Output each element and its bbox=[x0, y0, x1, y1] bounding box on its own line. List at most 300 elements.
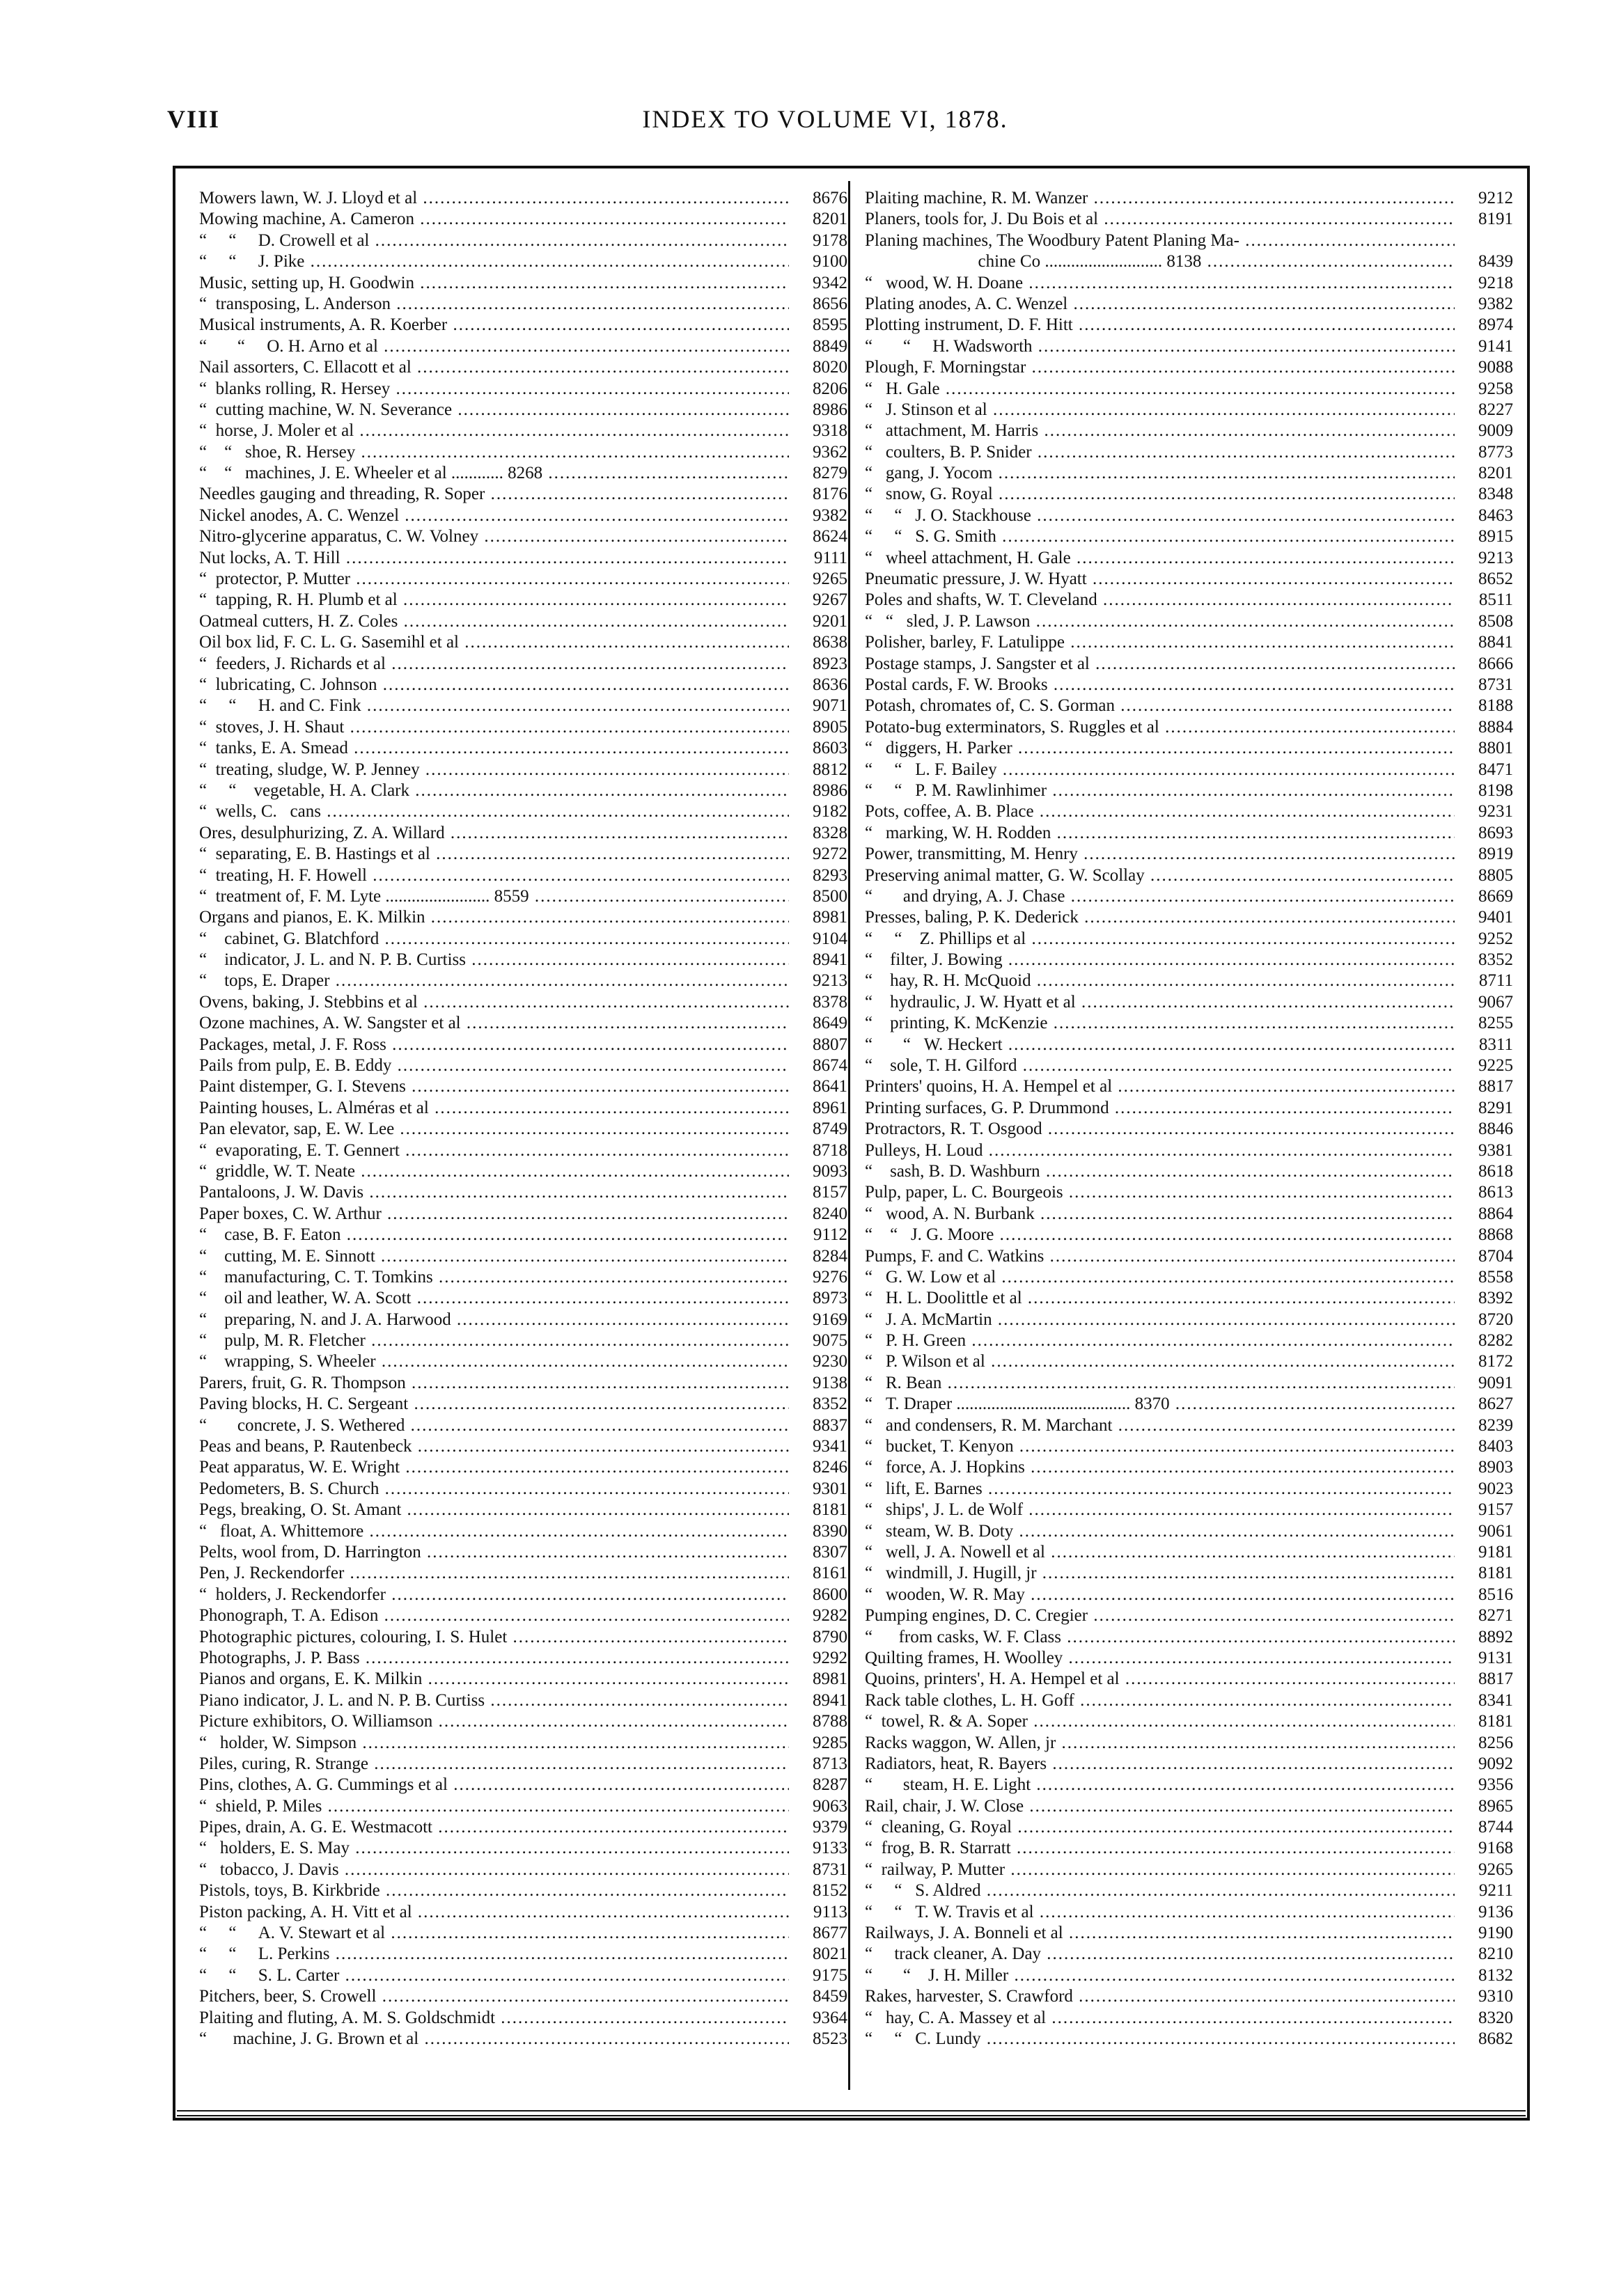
entry-number: 8201 bbox=[789, 209, 847, 230]
index-entry bbox=[865, 1944, 1513, 1965]
entry-text: “ holders, J. Reckendorfer ..... bbox=[199, 1585, 789, 1605]
entry-text: Racks waggon, W. Allen, jr ..... bbox=[865, 1733, 1455, 1754]
index-entry bbox=[199, 1796, 847, 1817]
entry-text: Presses, baling, P. K. Dederick ..... bbox=[865, 907, 1455, 928]
entry-number: 8892 bbox=[1455, 1627, 1513, 1648]
entry-text: “ J. Stinson et al ..... bbox=[865, 400, 1455, 420]
index-entry bbox=[199, 209, 847, 230]
entry-number: 9231 bbox=[1455, 801, 1513, 822]
entry-number: 8817 bbox=[1455, 1076, 1513, 1097]
index-entry bbox=[199, 1076, 847, 1097]
index-entry bbox=[865, 209, 1513, 230]
entry-text: “ cutting, M. E. Sinnott ..... bbox=[199, 1246, 789, 1267]
entry-text: “ case, B. F. Eaton ..... bbox=[199, 1225, 789, 1245]
entry-number: 9265 bbox=[1455, 1859, 1513, 1880]
entry-text: Pedometers, B. S. Church ..... bbox=[199, 1479, 789, 1500]
entry-text: Oatmeal cutters, H. Z. Coles ..... bbox=[199, 611, 789, 632]
entry-number: 8256 bbox=[1455, 1733, 1513, 1754]
entry-text: Pins, clothes, A. G. Cummings et al ..... bbox=[199, 1775, 789, 1795]
entry-number: 8284 bbox=[789, 1246, 847, 1267]
entry-text: Quilting frames, H. Woolley ..... bbox=[865, 1648, 1455, 1669]
index-entry bbox=[865, 1013, 1513, 1034]
index-entry bbox=[865, 1182, 1513, 1203]
entry-text: “ “ J. O. Stackhouse ..... bbox=[865, 505, 1455, 526]
entry-text: “ preparing, N. and J. A. Harwood ..... bbox=[199, 1310, 789, 1330]
entry-text: “ printing, K. McKenzie ..... bbox=[865, 1013, 1455, 1034]
entry-text: Oil box lid, F. C. L. G. Sasemihl et al ..... bbox=[199, 632, 789, 653]
index-entry bbox=[199, 2029, 847, 2050]
index-entry bbox=[199, 801, 847, 822]
index-entry bbox=[865, 1436, 1513, 1457]
index-entry bbox=[865, 1204, 1513, 1225]
entry-number: 9213 bbox=[1455, 548, 1513, 569]
index-entry bbox=[865, 1479, 1513, 1500]
entry-number: 9258 bbox=[1455, 379, 1513, 400]
index-entry bbox=[865, 2029, 1513, 2050]
entry-text: “ wood, W. H. Doane ..... bbox=[865, 273, 1455, 294]
index-entry bbox=[865, 1457, 1513, 1478]
entry-text: “ “ S. L. Carter ..... bbox=[199, 1965, 789, 1986]
entry-number: 8801 bbox=[1455, 738, 1513, 759]
index-entry bbox=[865, 526, 1513, 547]
index-entry bbox=[199, 251, 847, 272]
index-entry bbox=[865, 950, 1513, 970]
entry-number: 9181 bbox=[1455, 1542, 1513, 1563]
entry-text: Printers' quoins, H. A. Hempel et al ..... bbox=[865, 1076, 1455, 1097]
index-entry bbox=[199, 526, 847, 547]
index-entry bbox=[865, 1310, 1513, 1330]
index-entry bbox=[865, 569, 1513, 590]
entry-text: “ R. Bean ..... bbox=[865, 1373, 1455, 1394]
index-entry bbox=[865, 1923, 1513, 1944]
entry-text: “ “ Z. Phillips et al ..... bbox=[865, 929, 1455, 950]
entry-number: 9141 bbox=[1455, 336, 1513, 357]
entry-text: “ from casks, W. F. Class ..... bbox=[865, 1627, 1455, 1648]
entry-text: “ evaporating, E. T. Gennert ..... bbox=[199, 1140, 789, 1161]
index-entry bbox=[865, 801, 1513, 822]
index-entry bbox=[865, 1690, 1513, 1711]
index-entry bbox=[865, 654, 1513, 675]
entry-number: 9168 bbox=[1455, 1838, 1513, 1859]
entry-number: 8210 bbox=[1455, 1944, 1513, 1965]
entry-text: “ “ S. G. Smith ..... bbox=[865, 526, 1455, 547]
entry-text: Pantaloons, J. W. Davis ..... bbox=[199, 1182, 789, 1203]
entry-number: 9138 bbox=[789, 1373, 847, 1394]
entry-text: Potato-bug exterminators, S. Ruggles et al ..... bbox=[865, 717, 1455, 738]
index-entry bbox=[865, 1711, 1513, 1732]
entry-text: “ “ H. and C. Fink ..... bbox=[199, 695, 789, 716]
entry-text: “ marking, W. H. Rodden ..... bbox=[865, 823, 1455, 844]
index-entry bbox=[865, 1119, 1513, 1140]
index-entry bbox=[865, 1563, 1513, 1584]
index-entry bbox=[865, 357, 1513, 378]
index-entry bbox=[199, 760, 847, 780]
entry-text: Pen, J. Reckendorfer ..... bbox=[199, 1563, 789, 1584]
entry-number: 9211 bbox=[1455, 1880, 1513, 1901]
entry-number: 9356 bbox=[1455, 1775, 1513, 1795]
entry-text: “ wooden, W. R. May ..... bbox=[865, 1585, 1455, 1605]
entry-text: “ snow, G. Royal ..... bbox=[865, 484, 1455, 505]
entry-text: “ “ L. Perkins ..... bbox=[199, 1944, 789, 1965]
entry-number: 9075 bbox=[789, 1330, 847, 1351]
index-entry bbox=[199, 1098, 847, 1119]
entry-number: 8749 bbox=[789, 1119, 847, 1140]
entry-text: Mowers lawn, W. J. Lloyd et al ..... bbox=[199, 188, 789, 209]
index-entry bbox=[199, 1711, 847, 1732]
entry-number: 8341 bbox=[1455, 1690, 1513, 1711]
entry-text: Ores, desulphurizing, Z. A. Willard ..... bbox=[199, 823, 789, 844]
entry-number: 8348 bbox=[1455, 484, 1513, 505]
entry-number: 9175 bbox=[789, 1965, 847, 1986]
index-entry bbox=[865, 1500, 1513, 1520]
index-entry bbox=[199, 654, 847, 675]
entry-number: 8188 bbox=[1455, 695, 1513, 716]
index-entry bbox=[865, 315, 1513, 336]
index-entry bbox=[865, 1542, 1513, 1563]
entry-text: Paper boxes, C. W. Arthur ..... bbox=[199, 1204, 789, 1225]
entry-text: “ diggers, H. Parker ..... bbox=[865, 738, 1455, 759]
entry-number: 9382 bbox=[1455, 294, 1513, 315]
entry-text: Plough, F. Morningstar ..... bbox=[865, 357, 1455, 378]
entry-text: “ treating, H. F. Howell ..... bbox=[199, 865, 789, 886]
index-entry bbox=[199, 420, 847, 441]
index-entry bbox=[199, 357, 847, 378]
entry-text: Preserving animal matter, G. W. Scollay ..... bbox=[865, 865, 1455, 886]
entry-text: “ “ T. W. Travis et al ..... bbox=[865, 1902, 1455, 1923]
entry-number: 8206 bbox=[789, 379, 847, 400]
entry-number: 9310 bbox=[1455, 1986, 1513, 2007]
index-entry bbox=[199, 1182, 847, 1203]
entry-number: 8176 bbox=[789, 484, 847, 505]
entry-text: Needles gauging and threading, R. Soper ..... bbox=[199, 484, 789, 505]
entry-number: 8291 bbox=[1455, 1098, 1513, 1119]
index-entry bbox=[199, 1817, 847, 1838]
entry-text: “ “ P. M. Rawlinhimer ..... bbox=[865, 780, 1455, 801]
entry-text: “ track cleaner, A. Day ..... bbox=[865, 1944, 1455, 1965]
entry-text: “ T. Draper ........................................ 8370 ..... bbox=[865, 1394, 1455, 1415]
entry-text: “ H. L. Doolittle et al ..... bbox=[865, 1288, 1455, 1309]
entry-number: 8849 bbox=[789, 336, 847, 357]
index-column-right bbox=[865, 188, 1513, 2050]
entry-number: 8731 bbox=[1455, 675, 1513, 695]
entry-number: 9301 bbox=[789, 1479, 847, 1500]
entry-text: “ indicator, J. L. and N. P. B. Curtiss ..... bbox=[199, 950, 789, 970]
index-entry bbox=[199, 1986, 847, 2007]
entry-number: 8682 bbox=[1455, 2029, 1513, 2050]
entry-text: “ towel, R. & A. Soper ..... bbox=[865, 1711, 1455, 1732]
entry-number: 8500 bbox=[789, 886, 847, 907]
index-entry bbox=[199, 1859, 847, 1880]
entry-number: 8508 bbox=[1455, 611, 1513, 632]
entry-text: Pianos and organs, E. K. Milkin ..... bbox=[199, 1669, 789, 1690]
entry-text: “ “ machines, J. E. Wheeler et al ............ 8268 ..... bbox=[199, 463, 789, 484]
entry-number: 8884 bbox=[1455, 717, 1513, 738]
entry-text: Planing machines, The Woodbury Patent Planing Ma- ..... bbox=[865, 230, 1455, 251]
index-entry bbox=[199, 1733, 847, 1754]
index-entry bbox=[199, 1457, 847, 1478]
entry-text: Pulleys, H. Loud ..... bbox=[865, 1140, 1455, 1161]
index-entry bbox=[199, 1627, 847, 1648]
entry-number: 8558 bbox=[1455, 1267, 1513, 1288]
entry-text: “ “ S. Aldred ..... bbox=[865, 1880, 1455, 1901]
index-entry bbox=[199, 1436, 847, 1457]
entry-number: 8649 bbox=[789, 1013, 847, 1034]
entry-number: 8905 bbox=[789, 717, 847, 738]
entry-number: 8973 bbox=[789, 1288, 847, 1309]
index-entry bbox=[865, 251, 1513, 272]
entry-text: “ cabinet, G. Blatchford ..... bbox=[199, 929, 789, 950]
index-entry bbox=[865, 1902, 1513, 1923]
entry-number: 8919 bbox=[1455, 844, 1513, 865]
entry-number: 8201 bbox=[1455, 463, 1513, 484]
index-entry bbox=[865, 632, 1513, 653]
entry-number: 8941 bbox=[789, 950, 847, 970]
entry-text: Postage stamps, J. Sangster et al ..... bbox=[865, 654, 1455, 675]
entry-number: 9009 bbox=[1455, 420, 1513, 441]
entry-text: “ cleaning, G. Royal ..... bbox=[865, 1817, 1455, 1838]
entry-number: 8817 bbox=[1455, 1669, 1513, 1690]
entry-number: 8198 bbox=[1455, 780, 1513, 801]
index-entry bbox=[865, 760, 1513, 780]
index-entry bbox=[865, 294, 1513, 315]
entry-number: 9272 bbox=[789, 844, 847, 865]
entry-text: “ P. Wilson et al ..... bbox=[865, 1351, 1455, 1372]
entry-number: 8837 bbox=[789, 1415, 847, 1436]
index-entry bbox=[865, 1733, 1513, 1754]
index-entry bbox=[199, 886, 847, 907]
entry-number: 9265 bbox=[789, 569, 847, 590]
index-entry bbox=[865, 1648, 1513, 1669]
column-divider bbox=[848, 181, 850, 2090]
index-entry bbox=[865, 1267, 1513, 1288]
entry-number: 9023 bbox=[1455, 1479, 1513, 1500]
index-entry bbox=[865, 1986, 1513, 2007]
index-entry bbox=[865, 1605, 1513, 1626]
entry-text: Piston packing, A. H. Vitt et al ..... bbox=[199, 1902, 789, 1923]
index-entry bbox=[199, 1204, 847, 1225]
index-entry bbox=[865, 590, 1513, 611]
entry-number: 8915 bbox=[1455, 526, 1513, 547]
entry-text: Power, transmitting, M. Henry ..... bbox=[865, 844, 1455, 865]
index-entry bbox=[865, 1076, 1513, 1097]
index-entry bbox=[199, 717, 847, 738]
index-entry bbox=[199, 1902, 847, 1923]
entry-number: 9276 bbox=[789, 1267, 847, 1288]
entry-number: 8132 bbox=[1455, 1965, 1513, 1986]
entry-text: Peas and beans, P. Rautenbeck ..... bbox=[199, 1436, 789, 1457]
index-entry bbox=[865, 463, 1513, 484]
entry-text: “ wells, C. cans ..... bbox=[199, 801, 789, 822]
entry-text: Protractors, R. T. Osgood ..... bbox=[865, 1119, 1455, 1140]
index-entry bbox=[199, 569, 847, 590]
page-header bbox=[167, 104, 1483, 146]
entry-text: “ ships', J. L. de Wolf ..... bbox=[865, 1500, 1455, 1520]
entry-text: “ force, A. J. Hopkins ..... bbox=[865, 1457, 1455, 1478]
entry-number: 9063 bbox=[789, 1796, 847, 1817]
entry-number: 8720 bbox=[1455, 1310, 1513, 1330]
entry-number: 8172 bbox=[1455, 1351, 1513, 1372]
entry-number: 9104 bbox=[789, 929, 847, 950]
entry-number: 8227 bbox=[1455, 400, 1513, 420]
entry-number: 8638 bbox=[789, 632, 847, 653]
entry-text: “ wood, A. N. Burbank ..... bbox=[865, 1204, 1455, 1225]
entry-number: 9067 bbox=[1455, 992, 1513, 1013]
index-entry bbox=[865, 548, 1513, 569]
entry-number: 9061 bbox=[1455, 1521, 1513, 1542]
entry-number: 8744 bbox=[1455, 1817, 1513, 1838]
entry-number: 9379 bbox=[789, 1817, 847, 1838]
entry-number: 9230 bbox=[789, 1351, 847, 1372]
entry-text: “ holder, W. Simpson ..... bbox=[199, 1733, 789, 1754]
entry-number: 8986 bbox=[789, 400, 847, 420]
entry-text: “ lift, E. Barnes ..... bbox=[865, 1479, 1455, 1500]
index-entry bbox=[199, 273, 847, 294]
entry-text: Musical instruments, A. R. Koerber ..... bbox=[199, 315, 789, 336]
entry-number: 9133 bbox=[789, 1838, 847, 1859]
entry-text: Paint distemper, G. I. Stevens ..... bbox=[199, 1076, 789, 1097]
entry-number: 9292 bbox=[789, 1648, 847, 1669]
entry-number: 8181 bbox=[1455, 1563, 1513, 1584]
entry-text: Pipes, drain, A. G. E. Westmacott ..... bbox=[199, 1817, 789, 1838]
entry-number: 9381 bbox=[1455, 1140, 1513, 1161]
entry-number: 9225 bbox=[1455, 1055, 1513, 1076]
index-entry bbox=[199, 1161, 847, 1182]
entry-number: 9318 bbox=[789, 420, 847, 441]
entry-text: Ozone machines, A. W. Sangster et al ..... bbox=[199, 1013, 789, 1034]
entry-number: 8239 bbox=[1455, 1415, 1513, 1436]
entry-number: 9282 bbox=[789, 1605, 847, 1626]
entry-text: Potash, chromates of, C. S. Gorman ..... bbox=[865, 695, 1455, 716]
index-entry bbox=[199, 1055, 847, 1076]
entry-text: Piano indicator, J. L. and N. P. B. Curtiss ..... bbox=[199, 1690, 789, 1711]
entry-text: “ “ C. Lundy ..... bbox=[865, 2029, 1455, 2050]
entry-text: Printing surfaces, G. P. Drummond ..... bbox=[865, 1098, 1455, 1119]
entry-text: “ steam, H. E. Light ..... bbox=[865, 1775, 1455, 1795]
index-entry bbox=[865, 1140, 1513, 1161]
entry-text: Pistols, toys, B. Kirkbride ..... bbox=[199, 1880, 789, 1901]
entry-text: “ “ J. H. Miller ..... bbox=[865, 1965, 1455, 1986]
entry-number: 9136 bbox=[1455, 1902, 1513, 1923]
entry-text: Quoins, printers', H. A. Hempel et al ..... bbox=[865, 1669, 1455, 1690]
entry-text: “ “ J. Pike ..... bbox=[199, 251, 789, 272]
entry-text: Postal cards, F. W. Brooks ..... bbox=[865, 675, 1455, 695]
entry-text: “ shield, P. Miles ..... bbox=[199, 1796, 789, 1817]
entry-number: 8807 bbox=[789, 1035, 847, 1055]
entry-text: “ coulters, B. P. Snider ..... bbox=[865, 442, 1455, 463]
entry-number: 8965 bbox=[1455, 1796, 1513, 1817]
index-entry bbox=[199, 780, 847, 801]
entry-number: 8271 bbox=[1455, 1605, 1513, 1626]
entry-text: “ horse, J. Moler et al ..... bbox=[199, 420, 789, 441]
entry-text: “ tops, E. Draper ..... bbox=[199, 970, 789, 991]
index-entry bbox=[199, 865, 847, 886]
index-entry bbox=[865, 1585, 1513, 1605]
entry-text: “ griddle, W. T. Neate ..... bbox=[199, 1161, 789, 1182]
entry-text: “ transposing, L. Anderson ..... bbox=[199, 294, 789, 315]
entry-number: 9100 bbox=[789, 251, 847, 272]
entry-number: 8021 bbox=[789, 1944, 847, 1965]
index-entry bbox=[199, 1944, 847, 1965]
index-entry bbox=[199, 1500, 847, 1520]
entry-text: “ “ sled, J. P. Lawson ..... bbox=[865, 611, 1455, 632]
index-entry bbox=[865, 1796, 1513, 1817]
entry-text: Photographic pictures, colouring, I. S. Hulet ..... bbox=[199, 1627, 789, 1648]
index-entry bbox=[865, 230, 1513, 251]
index-entry bbox=[199, 230, 847, 251]
index-entry bbox=[199, 188, 847, 209]
entry-text: “ attachment, M. Harris ..... bbox=[865, 420, 1455, 441]
entry-number: 8439 bbox=[1455, 251, 1513, 272]
entry-number: 8603 bbox=[789, 738, 847, 759]
entry-text: “ tobacco, J. Davis ..... bbox=[199, 1859, 789, 1880]
index-entry bbox=[865, 1035, 1513, 1055]
index-entry bbox=[865, 1098, 1513, 1119]
entry-text: Painting houses, L. Alméras et al ..... bbox=[199, 1098, 789, 1119]
entry-text: “ blanks rolling, R. Hersey ..... bbox=[199, 379, 789, 400]
entry-number: 8191 bbox=[1455, 209, 1513, 230]
entry-number: 8961 bbox=[789, 1098, 847, 1119]
entry-number: 8392 bbox=[1455, 1288, 1513, 1309]
entry-number: 8459 bbox=[789, 1986, 847, 2007]
entry-text: Plotting instrument, D. F. Hitt ..... bbox=[865, 315, 1455, 336]
entry-text: “ and condensers, R. M. Marchant ..... bbox=[865, 1415, 1455, 1436]
index-entry bbox=[865, 1669, 1513, 1690]
index-entry bbox=[199, 442, 847, 463]
index-entry bbox=[865, 1246, 1513, 1267]
entry-number: 8307 bbox=[789, 1542, 847, 1563]
entry-text: “ feeders, J. Richards et al ..... bbox=[199, 654, 789, 675]
entry-number: 9213 bbox=[789, 970, 847, 991]
entry-number: 9178 bbox=[789, 230, 847, 251]
index-entry bbox=[865, 1859, 1513, 1880]
entry-number: 8390 bbox=[789, 1521, 847, 1542]
entry-text: Pulp, paper, L. C. Bourgeois ..... bbox=[865, 1182, 1455, 1203]
entry-text: Piles, curing, R. Strange ..... bbox=[199, 1754, 789, 1775]
entry-text: Rack table clothes, L. H. Goff ..... bbox=[865, 1690, 1455, 1711]
entry-number: 8666 bbox=[1455, 654, 1513, 675]
entry-text: Plating anodes, A. C. Wenzel ..... bbox=[865, 294, 1455, 315]
entry-text: “ and drying, A. J. Chase ..... bbox=[865, 886, 1455, 907]
entry-text: Organs and pianos, E. K. Milkin ..... bbox=[199, 907, 789, 928]
entry-number: 9212 bbox=[1455, 188, 1513, 209]
index-entry bbox=[199, 379, 847, 400]
entry-text: “ railway, P. Mutter ..... bbox=[865, 1859, 1455, 1880]
index-entry bbox=[199, 548, 847, 569]
entry-number: 8636 bbox=[789, 675, 847, 695]
entry-number: 8181 bbox=[789, 1500, 847, 1520]
index-entry bbox=[865, 400, 1513, 420]
index-entry bbox=[199, 1035, 847, 1055]
index-entry bbox=[865, 1965, 1513, 1986]
entry-number: 8600 bbox=[789, 1585, 847, 1605]
entry-text: “ “ W. Heckert ..... bbox=[865, 1035, 1455, 1055]
entry-number: 8161 bbox=[789, 1563, 847, 1584]
entry-text: “ “ shoe, R. Hersey ..... bbox=[199, 442, 789, 463]
entry-text: Pumping engines, D. C. Cregier ..... bbox=[865, 1605, 1455, 1626]
index-entry bbox=[865, 929, 1513, 950]
entry-text: “ filter, J. Bowing ..... bbox=[865, 950, 1455, 970]
entry-text: “ concrete, J. S. Wethered ..... bbox=[199, 1415, 789, 1436]
entry-text: “ “ vegetable, H. A. Clark ..... bbox=[199, 780, 789, 801]
entry-text: Peat apparatus, W. E. Wright ..... bbox=[199, 1457, 789, 1478]
entry-number: 8152 bbox=[789, 1880, 847, 1901]
index-entry bbox=[865, 2008, 1513, 2029]
entry-number: 8652 bbox=[1455, 569, 1513, 590]
entry-number: 8279 bbox=[789, 463, 847, 484]
index-entry bbox=[199, 1394, 847, 1415]
index-entry bbox=[199, 1880, 847, 1901]
index-entry bbox=[865, 1351, 1513, 1372]
